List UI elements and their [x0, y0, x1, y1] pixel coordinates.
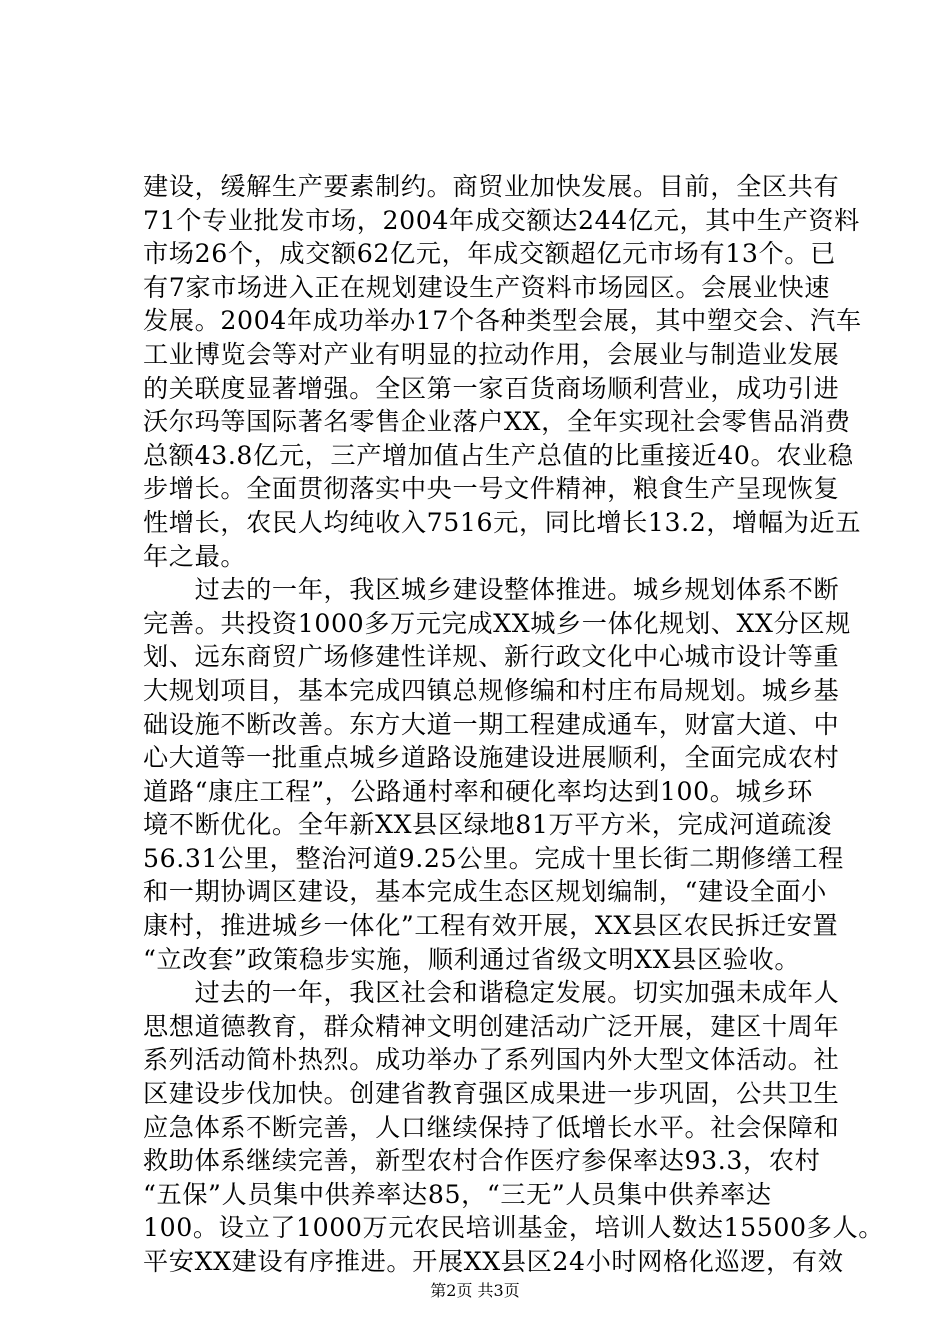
text-line: 础设施不断改善。东方大道一期工程建成通车，财富大道、中	[143, 709, 840, 739]
text-line: 56.31公里，整治河道9.25公里。完成十里长街二期修缮工程	[143, 843, 844, 873]
text-line: 100。设立了1000万元农民培训基金，培训人数达15500多人。	[143, 1213, 885, 1243]
text-line: 的关联度显著增强。全区第一家百货商场顺利营业，成功引进	[143, 373, 840, 403]
text-line: 康村，推进城乡一体化”工程有效开展，XX县区农民拆迁安置	[143, 911, 839, 941]
paragraph-start-line: 过去的一年，我区城乡建设整体推进。城乡规划体系不断	[143, 575, 840, 605]
text-line: “五保”人员集中供养率达85，“三无”人员集中供养率达	[143, 1179, 772, 1209]
text-line: 步增长。全面贯彻落实中央一号文件精神，粮食生产呈现恢复	[143, 474, 840, 504]
text-line: 发展。2004年成功举办17个各种类型会展，其中塑交会、汽车	[143, 306, 862, 336]
text-line: 心大道等一批重点城乡道路设施建设进展顺利，全面完成农村	[143, 743, 840, 773]
text-line: 境不断优化。全年新XX县区绿地81万平方米，完成河道疏浚	[143, 810, 833, 840]
text-line: 思想道德教育，群众精神文明创建活动广泛开展，建区十周年	[143, 1011, 840, 1041]
text-line: 建设，缓解生产要素制约。商贸业加快发展。目前，全区共有	[143, 172, 840, 201]
text-line: 市场26个，成交额62亿元，年成交额超亿元市场有13个。已	[143, 239, 836, 269]
text-line: “立改套”政策稳步实施，顺利通过省级文明XX县区验收。	[143, 944, 801, 974]
page-number-footer: 第2页 共3页	[430, 1281, 520, 1300]
text-line: 总额43.8亿元，三产增加值占生产总值的比重接近40。农业稳	[143, 440, 854, 470]
text-line: 平安XX建设有序推进。开展XX县区24小时网格化巡逻，有效	[143, 1247, 844, 1276]
text-line: 救助体系继续完善，新型农村合作医疗参保率达93.3，农村	[143, 1146, 821, 1176]
text-line: 完善。共投资1000多万元完成XX城乡一体化规划、XX分区规	[143, 608, 851, 638]
text-line: 71个专业批发市场，2004年成交额达244亿元，其中生产资料	[143, 205, 860, 235]
text-line: 道路“康庄工程”，公路通村率和硬化率均达到100。城乡环	[143, 776, 813, 806]
text-line: 区建设步伐加快。创建省教育强区成果进一步巩固，公共卫生	[143, 1079, 840, 1109]
text-line: 年之最。	[143, 541, 247, 571]
document-body	[143, 170, 885, 1279]
text-line: 性增长，农民人均纯收入7516元，同比增长13.2，增幅为近五	[143, 507, 862, 537]
text-line: 大规划项目，基本完成四镇总规修编和村庄布局规划。城乡基	[143, 675, 840, 705]
paragraph-start-line: 过去的一年，我区社会和谐稳定发展。切实加强未成年人	[143, 978, 840, 1008]
text-line: 沃尔玛等国际著名零售企业落户XX，全年实现社会零售品消费	[143, 407, 851, 437]
text-line: 划、远东商贸广场修建性详规、新行政文化中心城市设计等重	[143, 642, 840, 672]
text-line: 和一期协调区建设，基本完成生态区规划编制，“建设全面小	[143, 877, 827, 907]
text-line: 工业博览会等对产业有明显的拉动作用，会展业与制造业发展	[143, 339, 840, 369]
text-line: 有7家市场进入正在规划建设生产资料市场园区。会展业快速	[143, 272, 831, 302]
text-line: 系列活动简朴热烈。成功举办了系列国内外大型文体活动。社	[143, 1045, 840, 1075]
text-line: 应急体系不断完善，人口继续保持了低增长水平。社会保障和	[143, 1112, 840, 1142]
